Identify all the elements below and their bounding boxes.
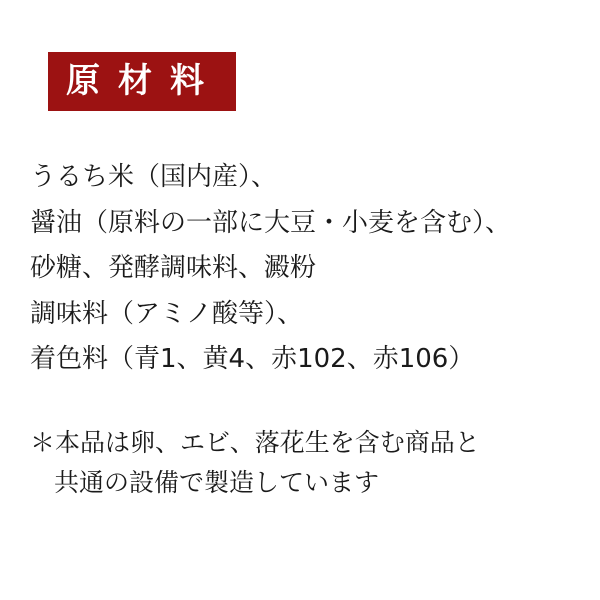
ingredient-line: 醤油（原料の一部に大豆・小麦を含む）、 xyxy=(30,207,512,238)
ingredient-line: うるち米（国内産）、 xyxy=(30,162,278,192)
allergen-note-line: 共通の設備で製造しています xyxy=(54,468,380,497)
allergen-note-line: ＊本品は卵、エビ、落花生を含む商品と xyxy=(30,427,480,457)
allergen-note xyxy=(30,423,570,504)
ingredient-line: 砂糖、発酵調味料、澱粉 xyxy=(30,253,317,283)
ingredient-line: 着色料（青1、黄4、赤102、赤106） xyxy=(30,344,475,374)
ingredient-line: 調味料（アミノ酸等）、 xyxy=(30,298,304,329)
page-title: 原材料 xyxy=(48,52,236,111)
ingredients-list xyxy=(30,155,570,383)
